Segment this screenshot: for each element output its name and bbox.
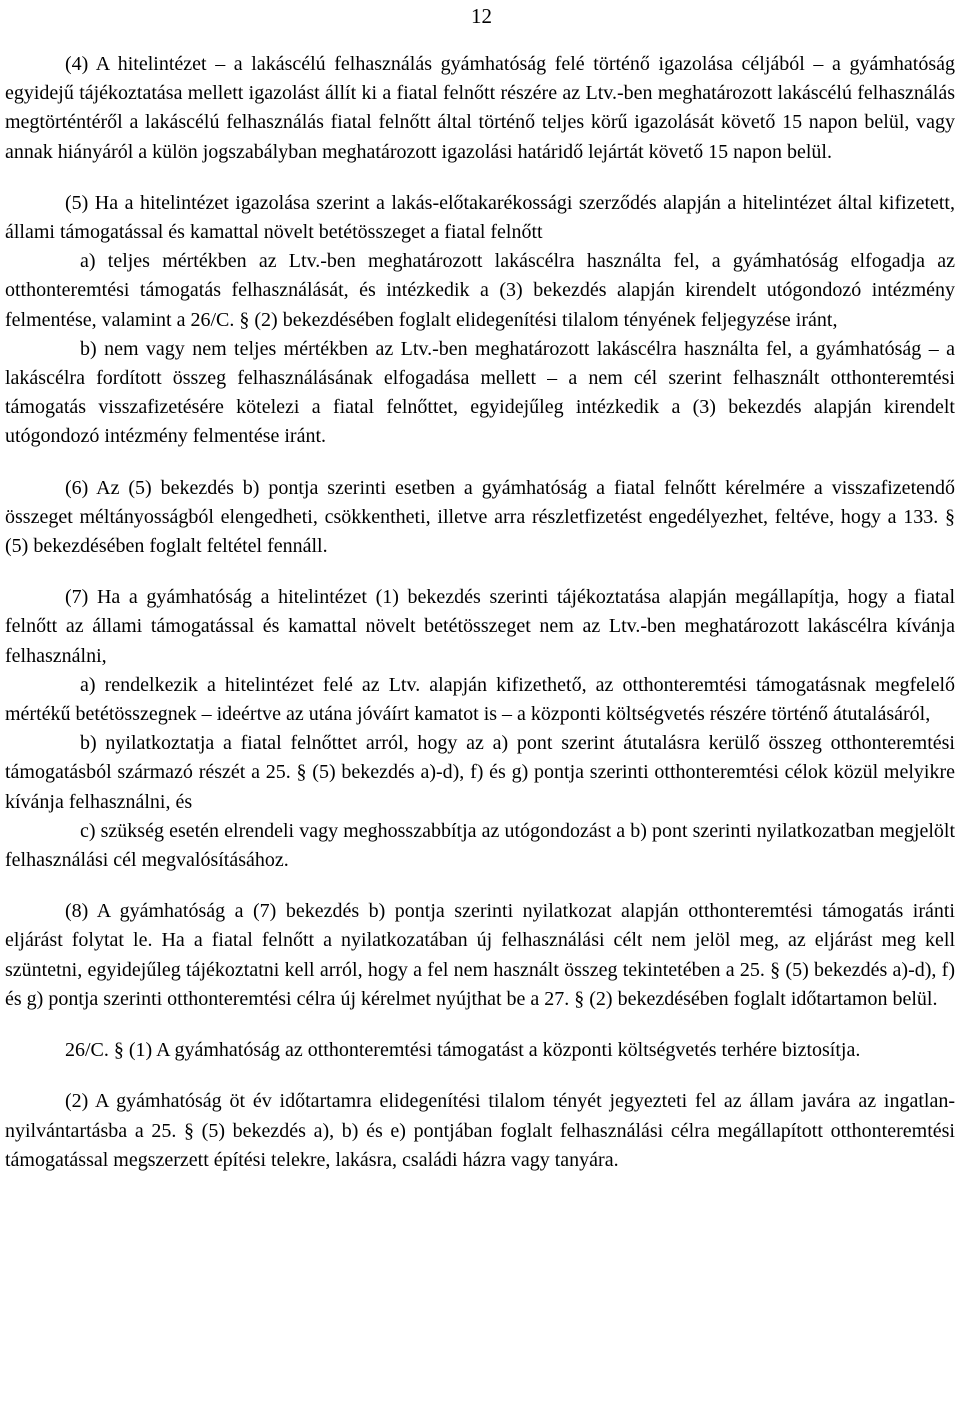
paragraph-8: (8) A gyámhatóság a (7) bekezdés b) pontja szerinti nyilatkozat alapján otthonteremtési támogatás iránti eljárást folytat le. Ha a fiatal felnőtt a nyilatkozatában új felhasználási célt nem jelöl meg, az eljárást meg kell szüntetni, egyidejűleg tájékoztatni kell arról, hogy a fel nem használt összeg tekintetében a 25. § (5) bekezdés a)-d), f) és g) pontja szerinti otthonteremtési célra új kérelmet nyújthat be a 27. § (2) bekezdésében foglalt időtartamon belül. (5, 900, 955, 1010)
paragraph-5: (5) Ha a hitelintézet igazolása szerint a lakás-előtakarékossági szerződés alapján a hitelintézet által kifizetett, állami támogatással és kamattal növelt betétösszeget a fiatal felnőtt (5, 191, 955, 244)
paragraph-6: (6) Az (5) bekezdés b) pontja szerinti esetben a gyámhatóság a fiatal felnőtt kérelmére a visszafizetendő összeget méltányosságból elengedheti, csökkentheti, illetve arra részletfizetést engedélyezhet, feltéve, hogy a 133. § (5) bekezdésében foglalt feltétel fennáll. (5, 476, 955, 558)
paragraph-7: (7) Ha a gyámhatóság a hitelintézet (1) bekezdés szerinti tájékoztatása alapján megállapítja, hogy a fiatal felnőtt az állami támogatással és kamattal növelt betétösszeget nem az Ltv.-ben meghatározott lakáscélra kívánja felhasználni, (5, 586, 955, 667)
page-number: 12 (471, 4, 492, 28)
section-26c-paragraph-2: (2) A gyámhatóság öt év időtartamra elidegenítési tilalom tényét jegyezteti fel az állam javára az ingatlan-nyilvántartásba a 25. § (5) bekezdés a), b) és e) pontjában foglalt felhasználási célra megállapított otthonteremtési támogatással megszerzett építési telekre, lakásra, családi házra vagy tanyára. (5, 1090, 955, 1171)
paragraph-4: (4) A hitelintézet – a lakáscélú felhasználás gyámhatóság felé történő igazolása céljából – a gyámhatóság egyidejű tájékoztatása mellett igazolást állít ki a fiatal felnőtt részére az Ltv.-ben meghatározott lakáscélú felhasználás megtörténtéről a lakáscélú felhasználás fiatal felnőtt által történő teljes körű igazolását követő 15 napon belül, vagy annak hiányáról a külön jogszabályban meghatározott igazolási határidő lejártát követő 15 napon belül. (5, 53, 955, 163)
section-26c-paragraph-1: 26/C. § (1) A gyámhatóság az otthonteremtési támogatást a központi költségvetés terhére biztosítja. (65, 1039, 861, 1062)
paragraph-5-point-a: a) teljes mértékben az Ltv.-ben meghatározott lakáscélra használta fel, a gyámhatóság elfogadja az otthonteremtési támogatás felhasználását, és intézkedik a (3) bekezdés alapján kirendelt utógondozó intézmény felmentése, valamint a 26/C. § (2) bekezdésében foglalt elidegenítési tilalom tényének feljegyzése iránt, (5, 250, 955, 331)
paragraph-5-point-b: b) nem vagy nem teljes mértékben az Ltv.-ben meghatározott lakáscélra használta fel, a gyámhatóság – a lakáscélra fordított összeg felhasználásának elfogadása mellett – a nem cél szerint felhasznált otthonteremtési támogatás visszafizetésére kötelezi a fiatal felnőttet, egyidejűleg intézkedik a (3) bekezdés alapján kirendelt utógondozó intézmény felmentése iránt. (5, 337, 955, 448)
paragraph-7-point-c: c) szükség esetén elrendeli vagy meghosszabbítja az utógondozást a b) pont szerinti nyilatkozatban megjelölt felhasználási cél megvalósításához. (5, 819, 955, 872)
paragraph-7-point-b: b) nyilatkoztatja a fiatal felnőttet arról, hogy az a) pont szerint átutalásra kerülő összeg otthonteremtési támogatásból származó részét a 25. § (5) bekezdés a)-d), f) és g) pontja szerinti otthonteremtési célok közül melyikre kívánja felhasználni, és (5, 732, 955, 813)
document-body (5, 50, 955, 1175)
paragraph-7-point-a: a) rendelkezik a hitelintézet felé az Ltv. alapján kifizethető, az otthonteremtési támogatásnak megfelelő mértékű betétösszegnek – ideértve az utána jóváírt kamatot is – a központi költségvetés részére történő átutalásáról, (5, 673, 955, 726)
